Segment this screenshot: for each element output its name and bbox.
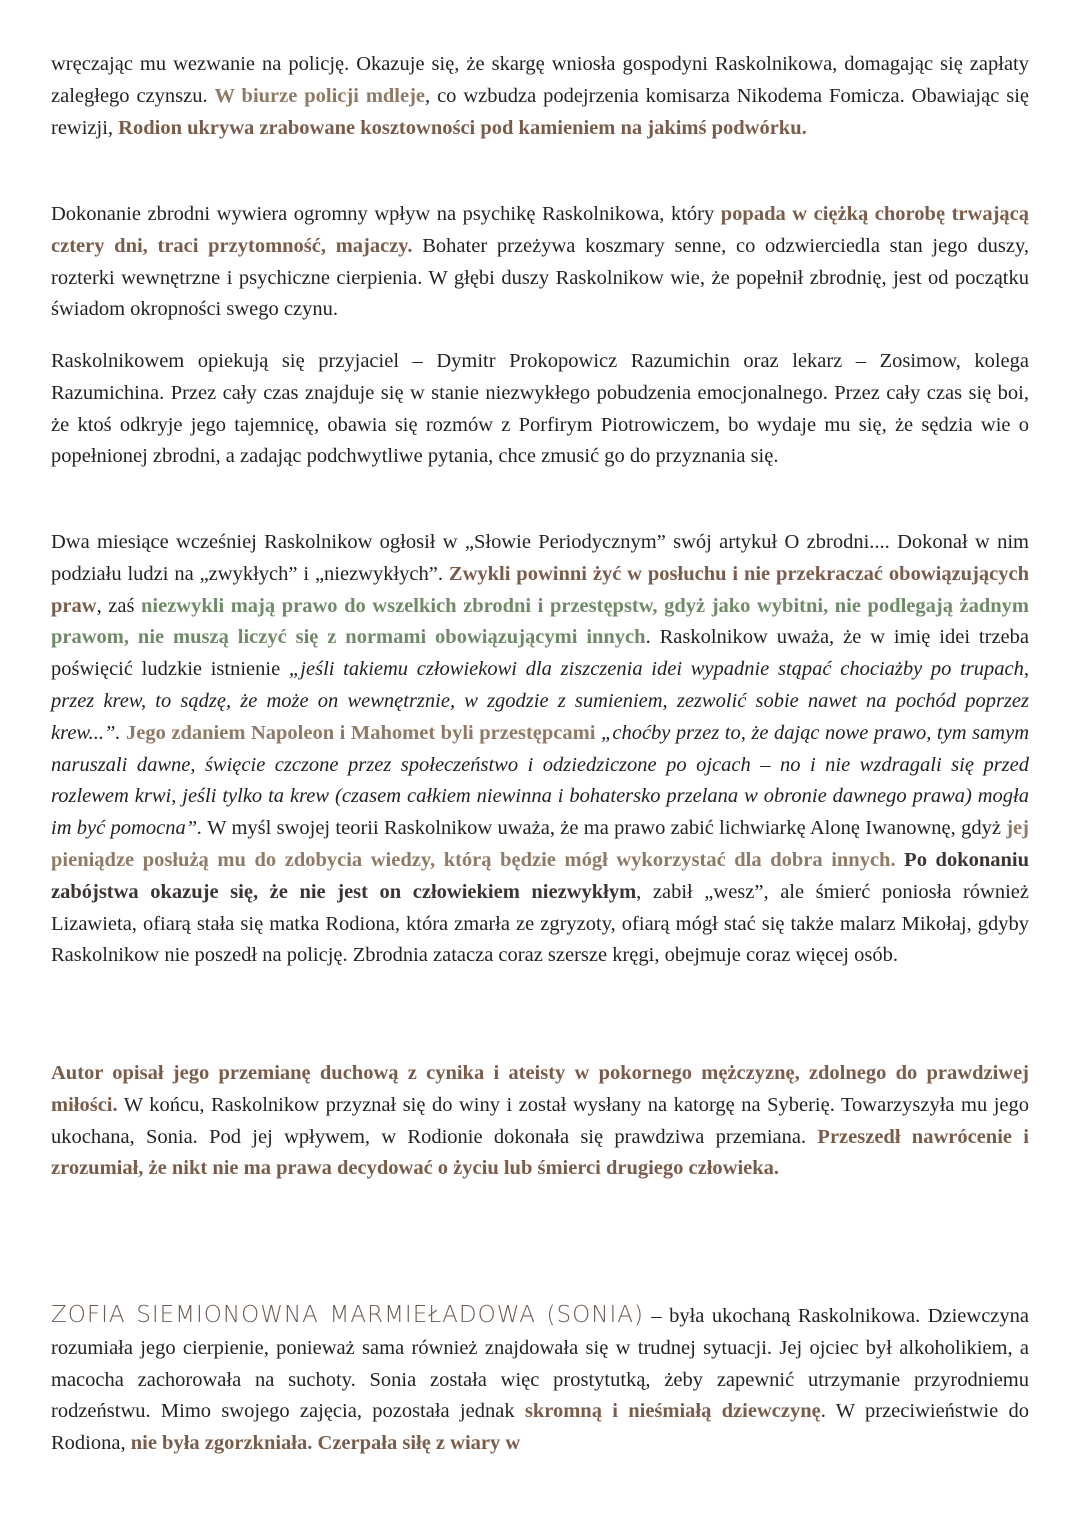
text: . Raskolnikow uważa, że w imię idei trzeba poświęcić ludzkie istnienie (51, 626, 1029, 681)
text (896, 849, 905, 871)
text: Dwa miesiące wcześniej Raskolnikow ogłosił w „Słowie Periodycznym” swój artykuł O zbrodni.... Dokonał w nim podziału ludzi na „zwykłych” i „niezwykłych”. (51, 531, 1029, 585)
highlight: Zwykli powinni żyć w posłuchu i nie przekraczać obowiązujących praw (51, 562, 1029, 617)
paragraph-5 (51, 1058, 1029, 1185)
highlight: Autor opisał jego przemianę duchową z cynika i ateisty w pokornego mężczyznę, zdolnego do prawdziwej miłości. (51, 1062, 1029, 1116)
text: wręczając mu wezwanie na policję. Okazuje się, że skargę wniosła gospodyni Raskolnikowa, domagając się zapłaty zaległego czynszu. (51, 53, 1029, 107)
paragraph-3 (51, 346, 1029, 473)
paragraph-6 (51, 1300, 1029, 1460)
text: Raskolnikowem opiekują się przyjaciel – Dymitr Prokopowicz Razumichin oraz lekarz – Zosimow, kolega Razumichina. Przez cały czas znajduje się w stanie niezwykłego pobudzenia emocjonalnego. Przez cały czas się boi, że ktoś odkryje jego tajemnicę, obawia się rozmów z Porfirym Piotrowiczem, bo wydaje mu się, że sędzia wie o popełnionej zbrodni, a zadając podchwytliwe pytania, chce zmusić go do przyznania się. (51, 350, 1029, 468)
text: Bohater przeżywa koszmary senne, co odzwierciedla stan jego duszy, rozterki wewnętrzne i psychiczne cierpienia. W głębi duszy Raskolnikow wie, że popełnił zbrodnię, jest od początku świadom okropności swego czynu. (51, 234, 1030, 321)
highlight: Po dokonaniu zabójstwa okazuje się, że nie jest on człowiekiem niezwykłym (51, 848, 1029, 903)
text: W końcu, Raskolnikow przyznał się do winy i został wysłany na katorgę na Syberię. Towarzyszyła mu jego ukochana, Sonia. Pod jej wpływem, w Rodionie dokonała się prawdziwa przemiana. (51, 1093, 1029, 1148)
highlight: Przeszedł nawrócenie i zrozumiał, że nikt nie ma prawa decydować o życiu lub śmierci drugiego człowieka. (51, 1125, 1029, 1180)
quote: „choćby przez to, że dając nowe prawo, tym samym naruszali dawne, święcie czczone przez społeczeństwo i odziedziczone po ojcach – no i nie wzdragali się przed rozlewem krwi, jeśli tylko ta krew (czasem całkiem niewinna i bohatersko przelana w obronie dawnego prawa) mogła im być pomocna”. (51, 721, 1030, 840)
text: , zaś (96, 594, 142, 617)
text: Dokonanie zbrodni wywiera ogromny wpływ na psychikę Raskolnikowa, który (51, 203, 721, 225)
text: . W przeciwieństwie do Rodiona, (51, 1400, 1029, 1455)
paragraph-4 (51, 527, 1029, 972)
highlight: nie była zgorzkniała. (130, 1432, 313, 1455)
text: W myśl swojej teorii Raskolnikow uważa, że ma prawo zabić lichwiarkę Alonę Iwanownę, gdyż (202, 817, 1007, 840)
paragraph-1 (51, 49, 1029, 144)
quote: „jeśli takiemu człowiekowi dla ziszczenia idei wypadnie stąpać chociażby po trupach, przez krew, to sądzę, że może on wewnętrznie, w zgodzie z sumieniem, zezwolić sobie nawet na pochód poprzez krew...”. (51, 658, 1029, 744)
highlight: skromną i nieśmiałą dziewczynę (524, 1400, 821, 1423)
section-heading: ZOFIA SIEMIONOWNA MARMIEŁADOWA (SONIA) (51, 1302, 644, 1328)
text: – była ukochaną Raskolnikowa. Dziewczyna rozumiała jego cierpienie, ponieważ sama również znajdowała się w trudnej sytuacji. Jej ojciec był alkoholikiem, a macocha zachorowała na suchoty. Sonia została więc prostytutką, żeby zapewnić utrzymanie przyrodniemu rodzeństwu. Mimo swojego zajęcia, pozostała jednak (51, 1305, 1029, 1423)
paragraph-2 (51, 199, 1029, 326)
highlight: Jego zdaniem Napoleon i Mahomet byli przestępcami (126, 721, 596, 744)
highlight: W biurze policji mdleje (214, 84, 426, 107)
text: , zabił „wesz”, ale śmierć poniosła również Lizawieta, ofiarą stała się matka Rodiona, która zmarła ze zgryzoty, ofiarą mógł stać się także malarz Mikołaj, gdyby Raskolnikow nie poszedł na policję. Zbrodnia zatacza coraz szersze kręgi, obejmuje coraz więcej osób. (51, 880, 1029, 967)
highlight: Rodion ukrywa zrabowane kosztowności pod kamieniem na jakimś podwórku. (118, 116, 807, 139)
text: , co wzbudza podejrzenia komisarza Nikodema Fomicza. Obawiając się rewizji, (51, 84, 1029, 139)
highlight: jej pieniądze posłużą mu do zdobycia wiedzy, którą będzie mógł wykorzystać dla dobra innych. (51, 817, 1029, 871)
highlight: niezwykli mają prawo do wszelkich zbrodni i przestępstw, gdyż jako wybitni, nie podlegają żadnym prawom, nie muszą liczyć się z normami obowiązującymi innych (51, 594, 1029, 649)
highlight: Czerpała siłę z wiary w (317, 1432, 521, 1455)
highlight: popada w ciężką chorobę trwającą cztery dni, traci przytomność, majaczy. (51, 203, 1029, 257)
